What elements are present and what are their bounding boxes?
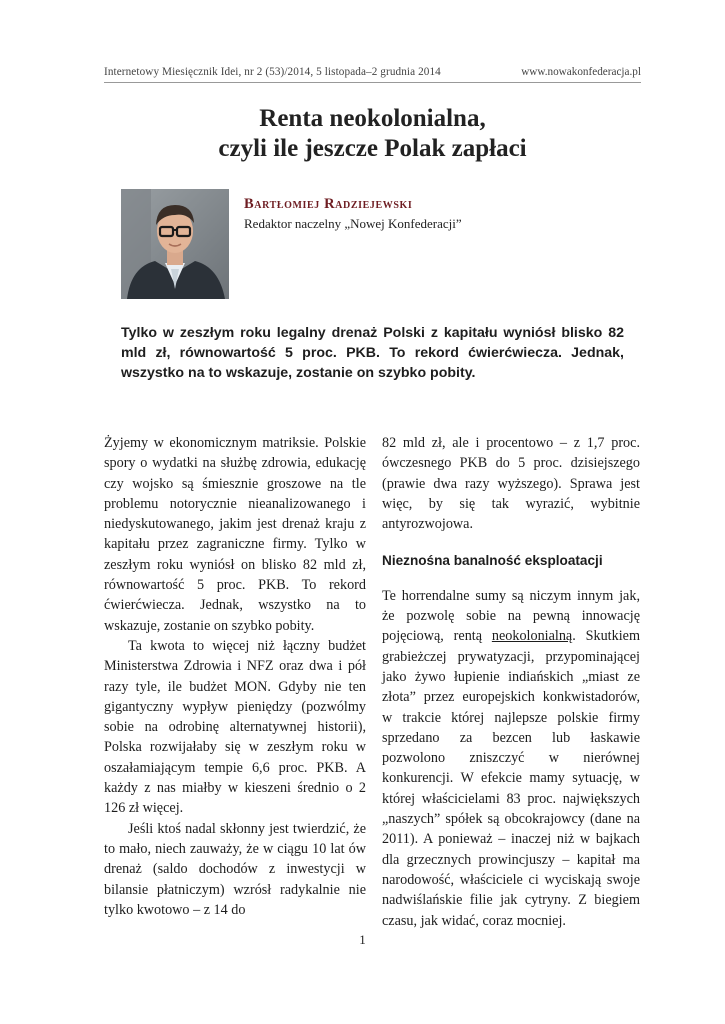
author-portrait-image <box>121 189 229 299</box>
article-title <box>104 104 641 164</box>
paragraph: Ta kwota to więcej niż łączny budżet Ministerstwa Zdrowia i NFZ oraz dwa i pół razy tyle, ile budżet MON. Gdyby nie ten gigantyczny wypływ pieniędzy (pozwólmy sobie na odrobinę alternatywnej historii), Polska rozwijałaby się w zeszłym roku w oszałamiającym tempie 6,6 proc. PKB. A każdy z nas miałby w kieszeni średnio o 2 126 zł więcej. <box>104 637 366 817</box>
right-column <box>382 433 640 931</box>
website-url[interactable]: www.nowakonfederacja.pl <box>521 66 641 78</box>
header-divider <box>104 82 641 83</box>
section-heading: Nieznośna banalność eksploatacji <box>382 553 603 569</box>
paragraph <box>382 586 640 931</box>
journal-info: Internetowy Miesięcznik Idei, nr 2 (53)/2014, 5 listopada–2 grudnia 2014 <box>104 66 441 78</box>
author-photo <box>121 189 229 299</box>
page-number: 1 <box>359 932 366 947</box>
author-role: Redaktor naczelny „Nowej Konfederacji” <box>244 216 462 231</box>
paragraph: Żyjemy w ekonomicznym matriksie. Polskie spory o wydatki na służbę zdrowia, edukację czy wojsko są śmiesznie groszowe na tle problemu notorycznie nieanalizowanego i niedyskutowanego, jakim jest drenaż kraju z kapitału przez zagraniczne firmy. Tylko w zeszłym roku wyniósł on blisko 82 mld zł, równowartość 5 proc. PKB. To rekord ćwierćwiecza. Jednak, wszystko na to wskazuje, zostanie on szybko pobity. <box>104 435 366 634</box>
paragraph: 82 mld zł, ale i procentowo – z 1,7 proc. ówczesnego PKB do 5 proc. dzisiejszego (prawie dwa razy wyższego). Sprawa jest więc, by się tak wyrazić, wybitnie antyrozwojowa. <box>382 435 640 533</box>
paragraph: Jeśli ktoś nadal skłonny jest twierdzić, że to mało, niech zauważy, że w ciągu 10 lat ów drenaż (saldo dochodów z inwestycji w bilansie płatniczym) wzrósł radykalnie nie tylko kwotowo – z 14 do <box>104 820 366 918</box>
paragraph-text: Te horrendalne sumy są niczym innym jak, że pozwolę sobie na pewną innowację pojęciową, rentą <box>382 587 640 645</box>
author-name: Bartłomiej Radziejewski <box>244 196 413 212</box>
neokolonialna-link[interactable]: neokolonialną <box>491 628 573 645</box>
article-lead: Tylko w zeszłym roku legalny drenaż Polski z kapitału wyniósł blisko 82 mld zł, równowartość 5 proc. PKB. To rekord ćwierćwiecza. Jednak, wszystko na to wskazuje, zostanie on szybko pobity. <box>121 325 624 381</box>
title-line-2: czyli ile jeszcze Polak zapłaci <box>218 135 527 162</box>
title-line-1: Renta neokolonialna, <box>259 105 486 132</box>
left-column <box>104 433 366 920</box>
paragraph-text: . Skutkiem grabieżczej prywatyzacji, przypominającej jako żywo łupienie indiańskich „miast ze złota” przez europejskich konkwistadorów, w trakcie której najlepsze polskie firmy sprzedano za bezcen lub łaskawie pozwolono zniszczyć w nierównej konkurencji. W efekcie mamy sytuację, w której właścicielami 83 proc. największych „naszych” spółek są obcokrajowcy (dane na 2011). A ponieważ – inaczej niż w bajkach dla grzecznych prowincjuszy – kapitał ma narodowość, właściciele ci wyciskają swoje nadwiślańskie filie jak cytryny. Z biegiem czasu, jak widać, coraz mocniej. <box>382 628 640 929</box>
